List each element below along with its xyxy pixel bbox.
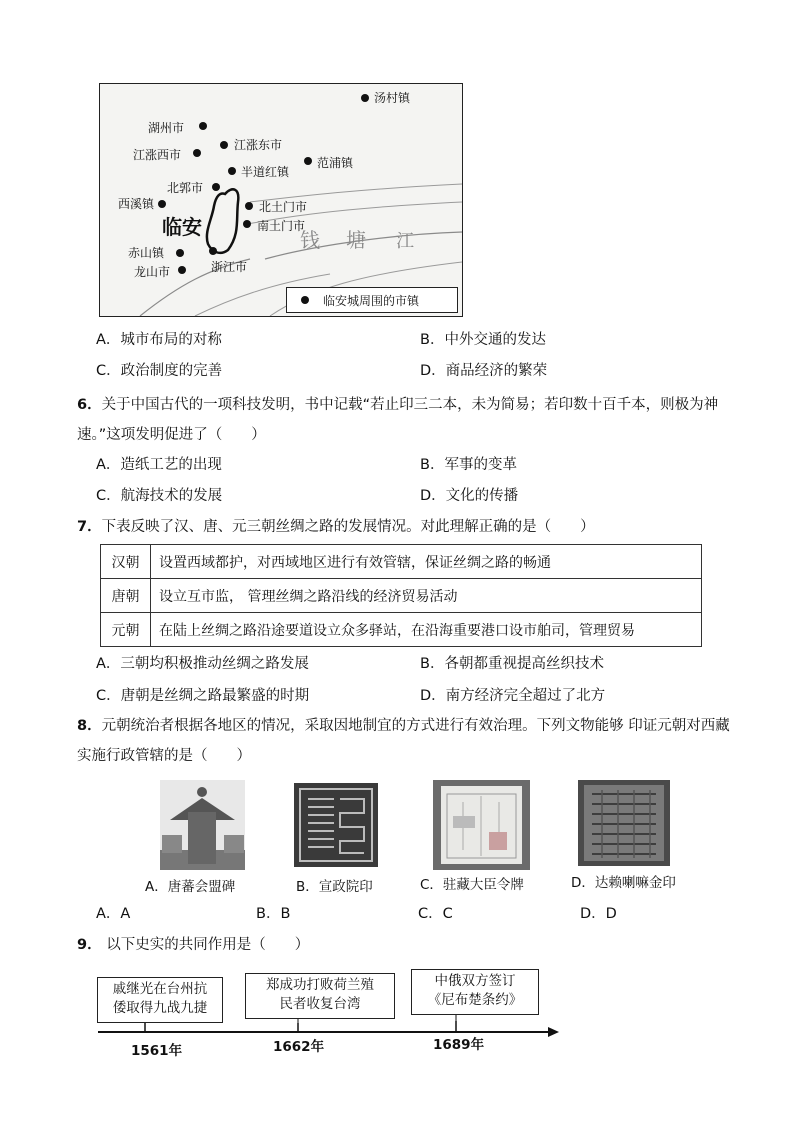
q6-option-b: B．军事的变革	[420, 457, 517, 473]
token-image	[433, 780, 530, 870]
map-label-lin-an: 临安	[162, 215, 202, 239]
timeline-event-2	[245, 973, 395, 1019]
q7-stem	[77, 517, 595, 537]
map-label-chishan: 赤山镇	[128, 246, 165, 260]
map-label-fanpu: 范浦镇	[317, 156, 354, 170]
map-dot	[304, 157, 312, 165]
q8-stem-line2: 实施行政管辖的是（ ）	[77, 748, 251, 764]
table-cell-era: 汉朝	[101, 545, 151, 579]
q9-number: 9．	[77, 937, 102, 953]
map-dot	[361, 94, 369, 102]
q5-option-d: D．商品经济的繁荣	[420, 363, 548, 379]
history-timeline	[93, 965, 563, 1060]
stele-image	[160, 780, 245, 870]
lin-an-market-towns-map	[99, 83, 463, 317]
map-dot	[243, 220, 251, 228]
timeline-event-text: 民者收复台湾	[279, 996, 361, 1012]
q7-option-d: D．南方经济完全超过了北方	[420, 688, 606, 704]
q7-stem-text: 下表反映了汉、唐、元三朝丝绸之路的发展情况。对此理解正确的是（ ）	[101, 519, 595, 535]
q6-option-d: D．文化的传播	[420, 488, 519, 504]
q5-option-b: B．中外交通的发达	[420, 332, 546, 348]
map-label-jiangzhang-west: 江涨西市	[133, 148, 182, 162]
map-label-nantumen: 南土门市	[257, 219, 306, 233]
timeline-event-1	[97, 977, 223, 1023]
map-label-xixi: 西溪镇	[118, 197, 155, 211]
timeline-event-text: 郑成功打败荷兰殖	[266, 977, 374, 993]
legend-dot	[301, 296, 309, 304]
map-dot	[245, 202, 253, 210]
timeline-event-3	[411, 969, 539, 1015]
map-label-qiantang: 江	[396, 231, 414, 252]
map-dot	[158, 200, 166, 208]
q6-stem-line1	[77, 395, 718, 415]
map-label-bandaohong: 半道红镇	[241, 165, 290, 179]
artifact-caption-c: C．驻藏大臣令牌	[420, 877, 524, 893]
q8-stem-line1	[77, 716, 730, 736]
map-label-qiantang: 塘	[346, 228, 366, 252]
q6-number: 6．	[77, 397, 102, 413]
map-legend-text: 临安城周围的市镇	[323, 294, 420, 308]
artifact-caption-d: D．达赖喇嘛金印	[571, 875, 676, 891]
map-label-zhejiang: 浙江市	[211, 260, 248, 274]
q6-stem-text: 关于中国古代的一项科技发明，书中记载“若止印三二本，未为简易；若印数十百千本，则极为神	[101, 397, 719, 413]
map-label-longshan: 龙山市	[134, 265, 171, 279]
artifact-image-a	[160, 780, 245, 870]
q9-stem	[77, 935, 309, 955]
table-cell-era: 元朝	[101, 613, 151, 647]
timeline-year-1: 1561年	[131, 1043, 183, 1059]
table-row	[101, 613, 702, 647]
timeline-event-text: 中俄双方签订	[434, 973, 516, 989]
q6-option-c: C．航海技术的发展	[96, 488, 223, 504]
table-row	[101, 579, 702, 613]
table-row	[101, 545, 702, 579]
artifact-caption-a: A．唐蕃会盟碑	[145, 879, 236, 895]
artifact-image-b	[294, 783, 378, 867]
q8-stem-text: 元朝统治者根据各地区的情况，采取因地制宜的方式进行有效治理。下列文物能够 印证元朝对西藏	[101, 718, 730, 734]
q9-stem-text: 以下史实的共同作用是（ ）	[101, 937, 310, 953]
timeline-year-3: 1689年	[433, 1037, 485, 1053]
map-dot	[178, 266, 186, 274]
silk-road-table	[100, 544, 702, 647]
map-label-qiantang: 钱	[300, 228, 320, 252]
map-dot	[199, 122, 207, 130]
q6-stem-line2: 速。”这项发明促进了（ ）	[77, 427, 266, 443]
timeline-event-text: 戚继光在台州抗	[112, 981, 208, 997]
q8-option-c: C．C	[418, 906, 453, 922]
q8-option-d: D．D	[580, 906, 617, 922]
table-cell-content: 设立互市监， 管理丝绸之路沿线的经济贸易活动	[151, 579, 702, 613]
q6-option-a: A．造纸工艺的出现	[96, 457, 222, 473]
map-dot	[212, 183, 220, 191]
map-label-jiangzhang-east: 江涨东市	[234, 138, 283, 152]
q8-number: 8．	[77, 718, 102, 734]
table-cell-era: 唐朝	[101, 579, 151, 613]
city-wall-outline	[207, 189, 238, 253]
seal-image	[294, 783, 378, 867]
q7-option-c: C．唐朝是丝绸之路最繁盛的时期	[96, 688, 310, 704]
q8-option-a: A．A	[96, 906, 131, 922]
map-label-beiguo: 北郭市	[167, 181, 204, 195]
map-dot	[220, 141, 228, 149]
q7-option-b: B．各朝都重视提高丝织技术	[420, 656, 604, 672]
timeline-event-text: 《尼布楚条约》	[427, 992, 523, 1008]
artifact-image-d	[578, 780, 670, 866]
map-dot	[193, 149, 201, 157]
q7-number: 7．	[77, 519, 102, 535]
map-legend	[286, 287, 458, 313]
map-dot	[176, 249, 184, 257]
artifact-image-c	[433, 780, 530, 870]
q8-option-b: B．B	[256, 906, 291, 922]
map-label-beitumen: 北土门市	[259, 200, 308, 214]
map-label-tangcun: 汤村镇	[374, 91, 411, 105]
timeline-event-text: 倭取得九战九捷	[112, 1000, 208, 1016]
table-cell-content: 设置西域都护，对西域地区进行有效管辖，保证丝绸之路的畅通	[151, 545, 702, 579]
artifact-caption-b: B．宣政院印	[296, 879, 373, 895]
map-label-huzhou: 湖州市	[148, 121, 185, 135]
q5-option-c: C．政治制度的完善	[96, 363, 223, 379]
timeline-year-2: 1662年	[273, 1039, 325, 1055]
q5-option-a: A．城市布局的对称	[96, 332, 222, 348]
table-cell-content: 在陆上丝绸之路沿途要道设立众多驿站，在沿海重要港口设市舶司，管理贸易	[151, 613, 702, 647]
gold-seal-image	[578, 780, 670, 866]
q7-option-a: A．三朝均积极推动丝绸之路发展	[96, 656, 309, 672]
map-dot	[228, 167, 236, 175]
map-dot	[209, 247, 217, 255]
